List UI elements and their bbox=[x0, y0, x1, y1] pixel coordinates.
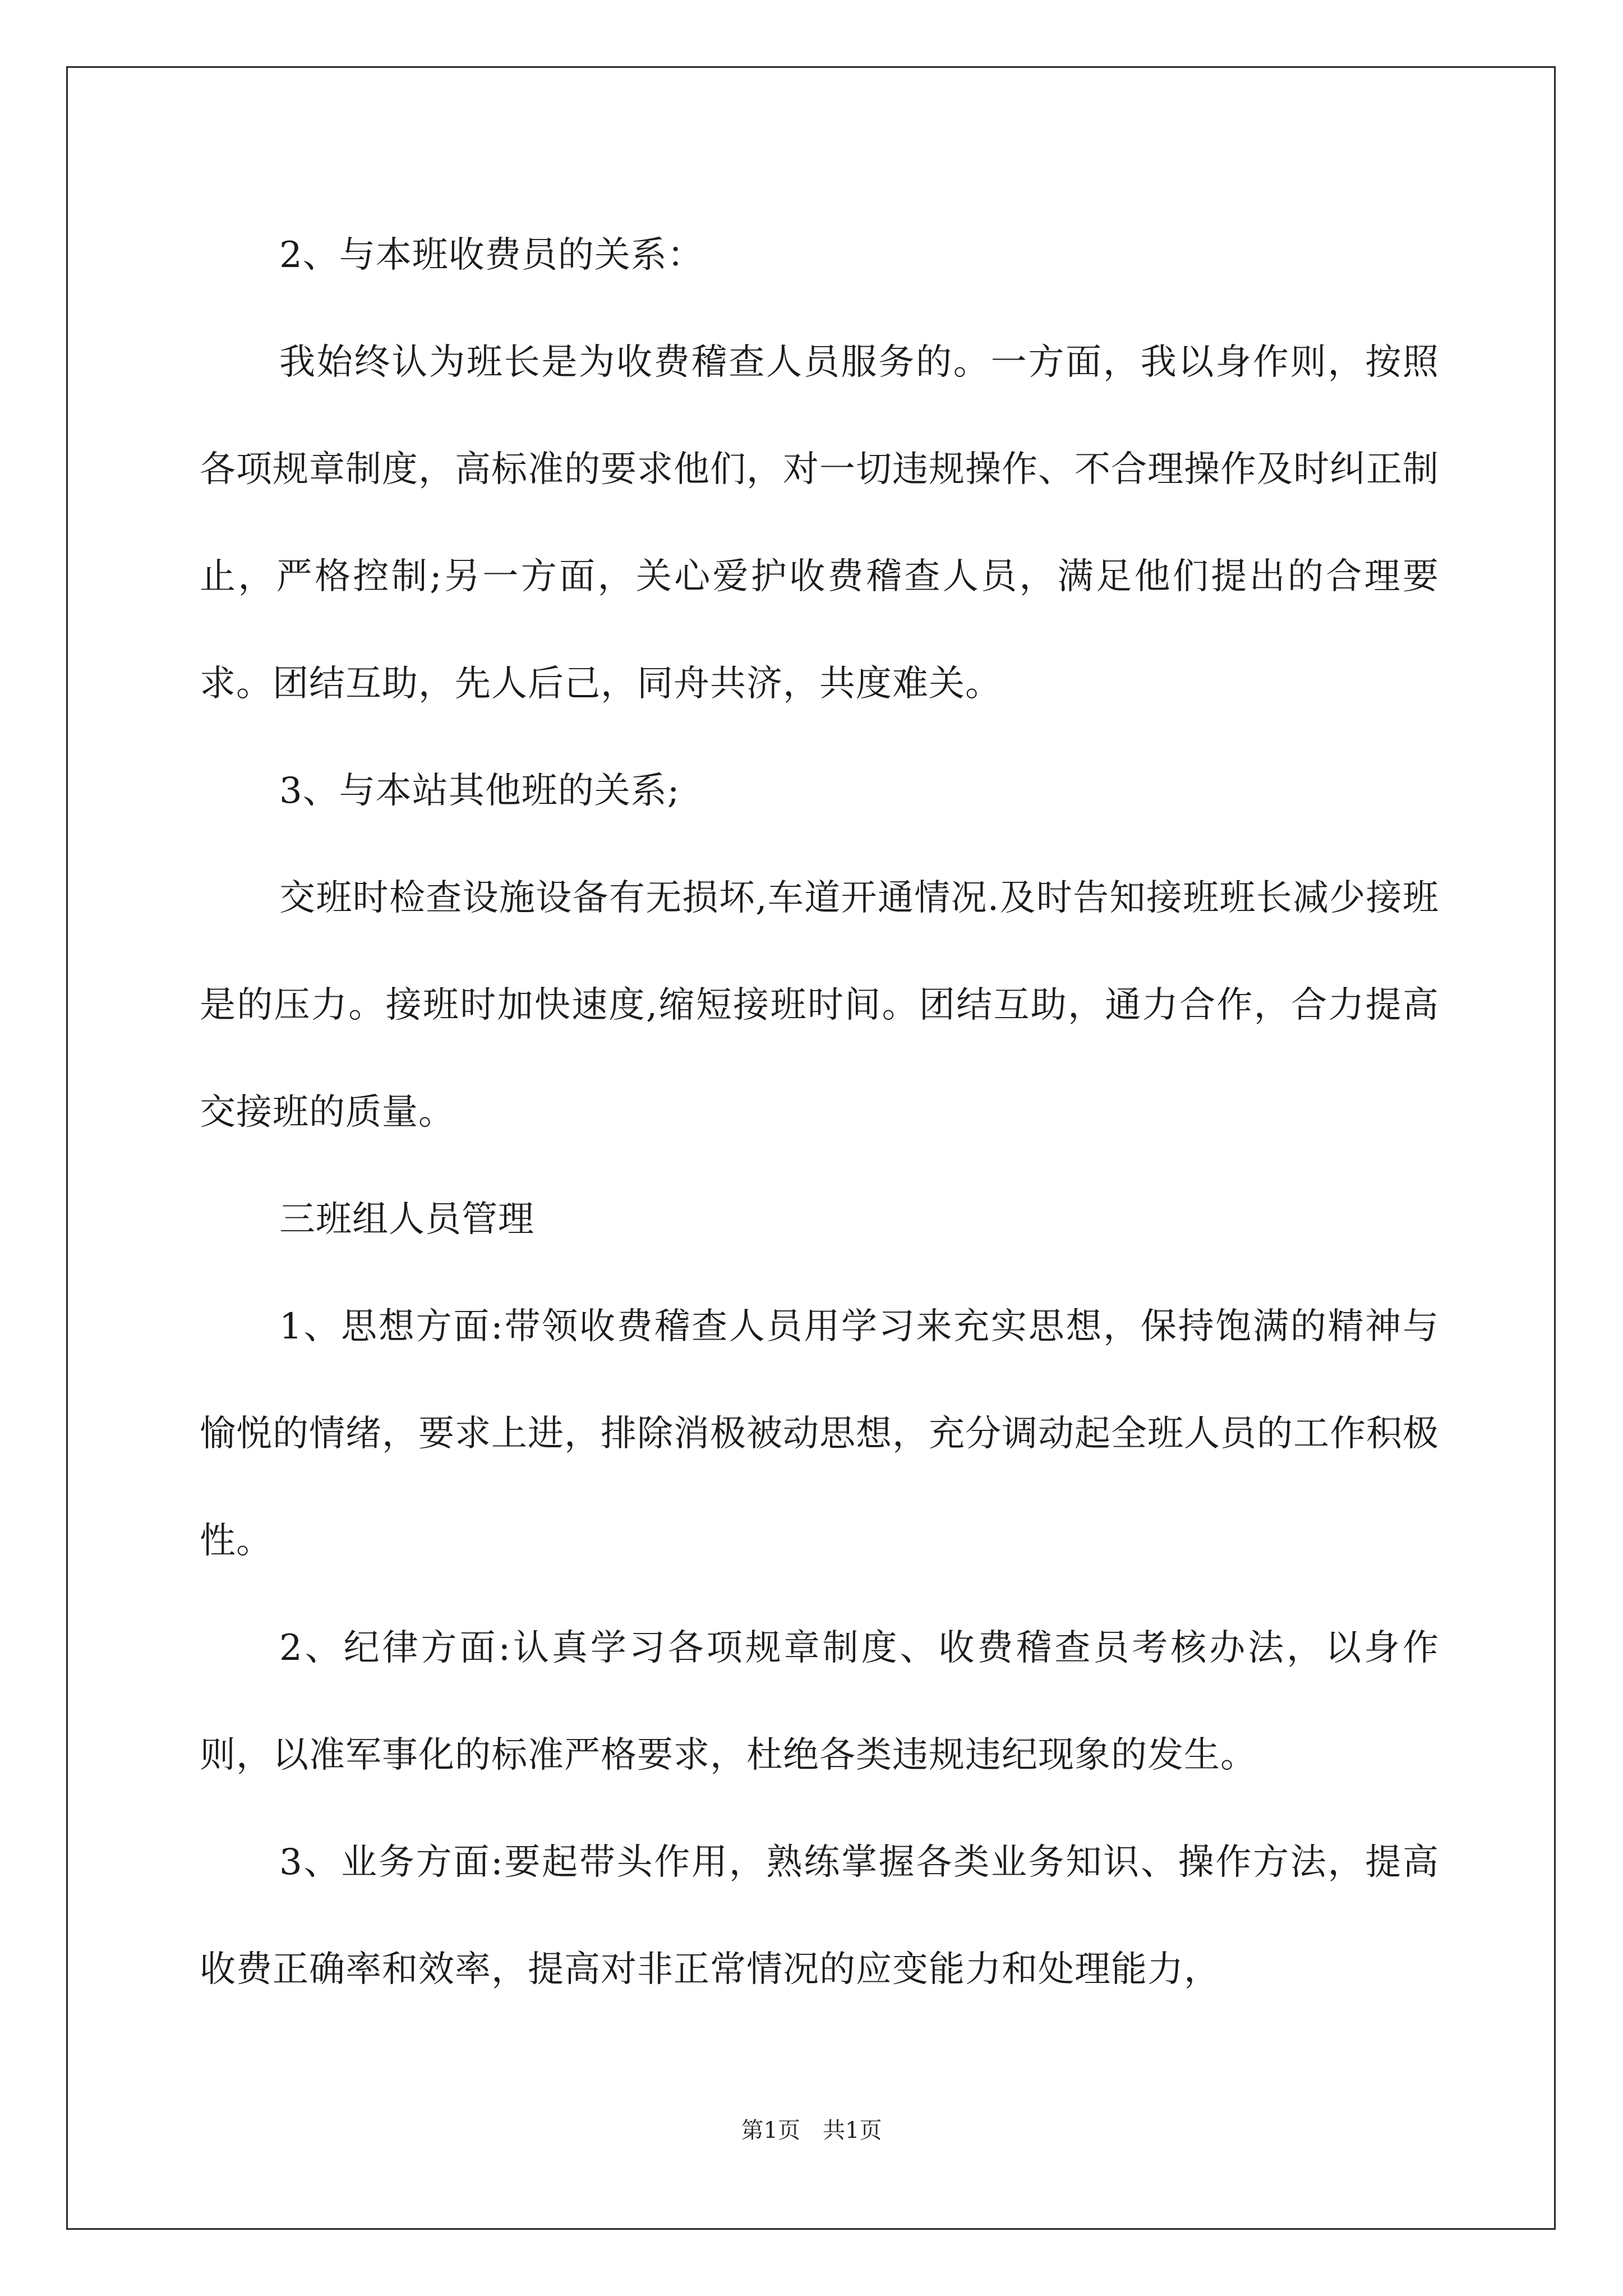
paragraph: 1、思想方面:带领收费稽查人员用学习来充实思想，保持饱满的精神与愉悦的情绪，要求上进，排除消极被动思想，充分调动起全班人员的工作积极性。 bbox=[200, 1306, 1439, 1562]
page-number: 第1页 bbox=[741, 2118, 800, 2143]
paragraph: 2、与本班收费员的关系： bbox=[279, 234, 704, 276]
paragraph: 我始终认为班长是为收费稽查人员服务的。一方面，我以身作则，按照各项规章制度，高标准的要求他们，对一切违规操作、不合理操作及时纠正制止，严格控制;另一方面，关心爱护收费稽查人员，满足他们提出的合理要求。团结互助，先人后己，同舟共济，共度难关。 bbox=[200, 342, 1439, 705]
document-body bbox=[200, 202, 1439, 2023]
paragraph: 交班时检查设施设备有无损坏,车道开通情况.及时告知接班班长减少接班是的压力。接班时加快速度,缩短接班时间。团结互助，通力合作，合力提高交接班的质量。 bbox=[200, 877, 1439, 1133]
paragraph: 3、与本站其他班的关系; bbox=[279, 770, 680, 812]
page-total: 共1页 bbox=[823, 2118, 882, 2143]
paragraph: 3、业务方面:要起带头作用，熟练掌握各类业务知识、操作方法，提高收费正确率和效率，提高对非正常情况的应变能力和处理能力， bbox=[200, 1842, 1439, 1990]
page-footer bbox=[0, 2114, 1623, 2147]
paragraph: 2、纪律方面:认真学习各项规章制度、收费稽查员考核办法，以身作则，以准军事化的标准严格要求，杜绝各类违规违纪现象的发生。 bbox=[200, 1627, 1439, 1776]
section-heading: 三班组人员管理 bbox=[279, 1199, 534, 1240]
